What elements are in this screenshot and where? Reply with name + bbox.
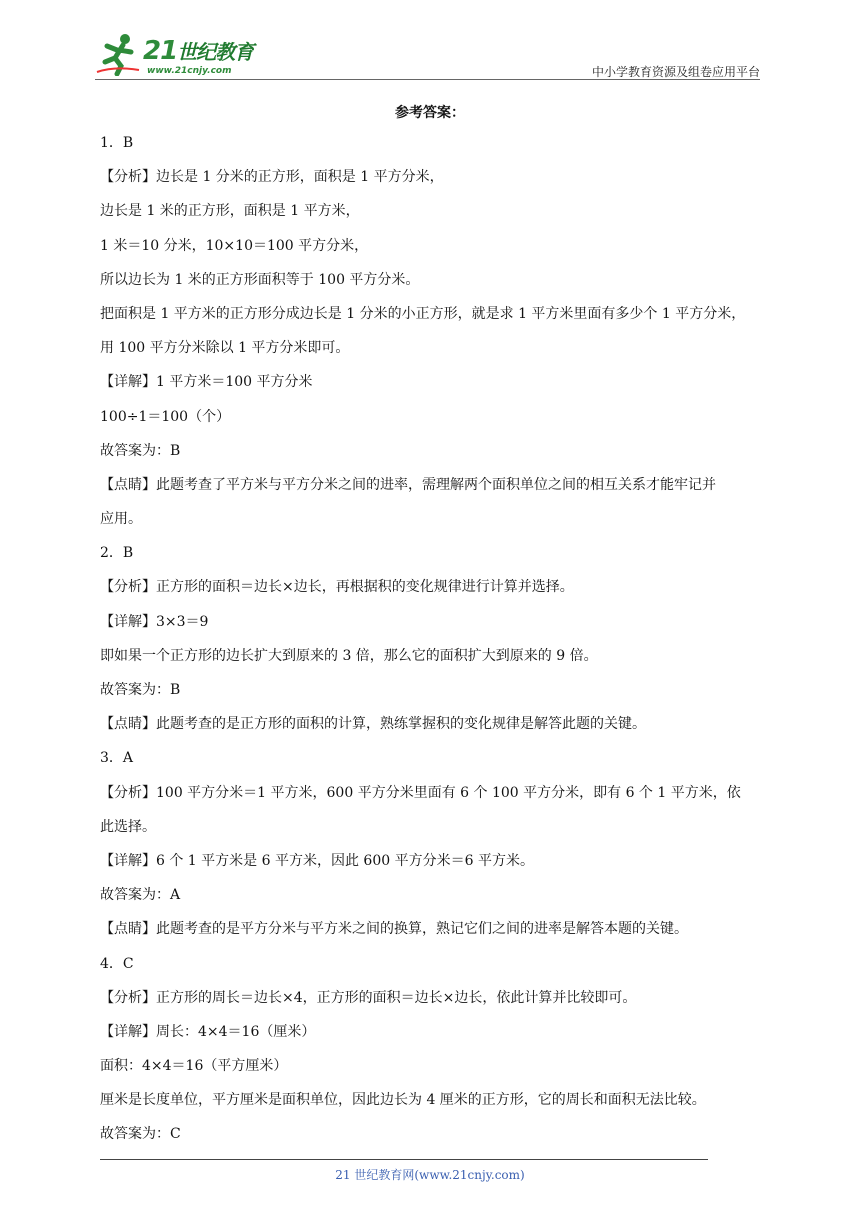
text-line: 【点睛】此题考查了平方米与平方分米之间的进率，需理解两个面积单位之间的相互关系才能牢记并 (100, 476, 716, 493)
text-line: 故答案为：A (100, 887, 181, 904)
header-platform-text: 中小学教育资源及组卷应用平台 (591, 65, 760, 79)
header-divider (95, 79, 760, 80)
text-line: 1．B (100, 135, 134, 151)
text-line: 即如果一个正方形的边长扩大到原来的 3 倍，那么它的面积扩大到原来的 9 倍。 (100, 647, 598, 664)
logo-number: 21 (143, 36, 178, 66)
text-line: 【分析】边长是 1 分米的正方形，面积是 1 平方分米， (100, 169, 444, 186)
text-line: 此选择。 (100, 818, 156, 835)
runner-logo-icon (95, 32, 141, 76)
text-line: 【分析】正方形的面积＝边长×边长，再根据积的变化规律进行计算并选择。 (100, 579, 574, 596)
text-line: 3．A (100, 750, 134, 767)
text-line: 4．C (100, 955, 134, 972)
text-line: 边长是 1 米的正方形，面积是 1 平方米， (100, 203, 360, 220)
text-line: 【分析】100 平方分米＝1 平方米，600 平方分米里面有 6 个 100 平方分米，即有 6 个 1 平方米，依 (100, 784, 741, 801)
logo-text (143, 36, 253, 66)
text-line: 【点睛】此题考查的是正方形的面积的计算，熟练掌握积的变化规律是解答此题的关键。 (100, 716, 646, 733)
text-line: 故答案为：C (100, 1126, 181, 1143)
text-line: 应用。 (100, 511, 142, 528)
page-header (95, 30, 760, 80)
page-title: 参考答案： (395, 105, 465, 121)
logo-url: www.21cnjy.com (147, 66, 232, 76)
text-line: 【点睛】此题考查的是平方分米与平方米之间的换算，熟记它们之间的进率是解答本题的关键。 (100, 921, 688, 938)
text-line: 【详解】周长：4×4＝16（厘米） (100, 1023, 316, 1040)
text-line: 【详解】3×3＝9 (100, 613, 209, 630)
logo-chinese: 世纪教育 (177, 40, 254, 64)
text-line: 故答案为：B (100, 682, 181, 698)
text-line: 2．B (100, 545, 134, 562)
text-line: 【详解】6 个 1 平方米是 6 平方米，因此 600 平方分米＝6 平方米。 (100, 852, 534, 869)
page-footer: 21 世纪教育网(www.21cnjy.com) (335, 1168, 525, 1182)
text-line: 故答案为：B (100, 442, 181, 459)
text-line: 所以边长为 1 米的正方形面积等于 100 平方分米。 (100, 271, 420, 288)
text-line: 用 100 平方分米除以 1 平方分米即可。 (100, 340, 350, 357)
text-line: 【详解】1 平方米＝100 平方分米 (100, 374, 313, 391)
text-line: 【分析】正方形的周长＝边长×4，正方形的面积＝边长×边长，依此计算并比较即可。 (100, 989, 637, 1006)
text-line: 100÷1＝100（个） (100, 408, 231, 425)
answer-content (100, 126, 764, 1152)
site-logo (95, 30, 265, 78)
text-line: 1 米＝10 分米，10×10＝100 平方分米， (100, 237, 369, 254)
footer-divider (100, 1159, 708, 1160)
text-line: 把面积是 1 平方米的正方形分成边长是 1 分米的小正方形，就是求 1 平方米里面有多少个 1 平方分米， (100, 305, 746, 322)
text-line: 厘米是长度单位，平方厘米是面积单位，因此边长为 4 厘米的正方形，它的周长和面积无法比较。 (100, 1092, 706, 1109)
text-line: 面积：4×4＝16（平方厘米） (100, 1058, 288, 1075)
